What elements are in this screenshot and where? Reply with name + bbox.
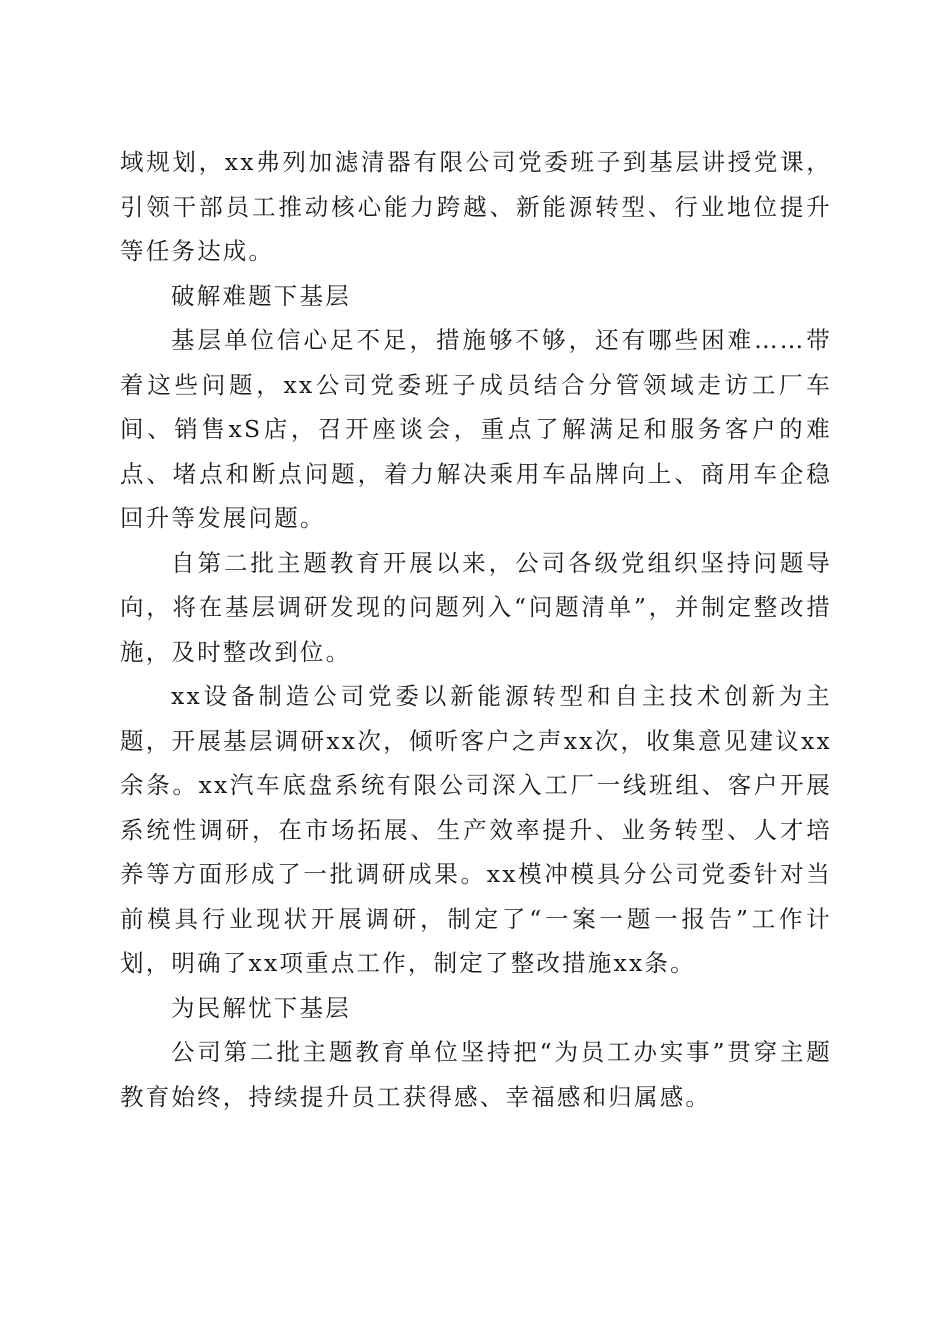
paragraph-5: xx设备制造公司党委以新能源转型和自主技术创新为主题，开展基层调研xx次，倾听客户之声xx次，收集意见建议xx余条。xx汽车底盘系统有限公司深入工厂一线班组、客户开展系统性调研，在市场拓展、生产效率提升、业务转型、人才培养等方面形成了一批调研成果。xx模冲模具分公司党委针对当前模具行业现状开展调研，制定了“一案一题一报告”工作计划，明确了xx项重点工作，制定了整改措施xx条。: [120, 682, 832, 977]
paragraph-3: 基层单位信心足不足，措施够不够，还有哪些困难……带着这些问题，xx公司党委班子成员结合分管领域走访工厂车间、销售xS店，召开座谈会，重点了解满足和服务客户的难点、堵点和断点问题，着力解决乘用车品牌向上、商用车企稳回升等发展问题。: [120, 326, 832, 532]
paragraph-1: 域规划，xx弗列加滤清器有限公司党委班子到基层讲授党课，引领干部员工推动核心能力跨越、新能源转型、行业地位提升等任务达成。: [120, 148, 832, 265]
document-body: [120, 140, 832, 1119]
paragraph-7: 公司第二批主题教育单位坚持把“为员工办实事”贯穿主题教育始终，持续提升员工获得感、幸福感和归属感。: [120, 1038, 832, 1111]
section-heading-break-difficulties: 破解难题下基层: [171, 281, 351, 310]
paragraph-4: 自第二批主题教育开展以来，公司各级党组织坚持问题导向，将在基层调研发现的问题列入“问题清单”，并制定整改措施，及时整改到位。: [120, 548, 832, 666]
section-heading-relieve-worries: 为民解忧下基层: [171, 993, 351, 1022]
